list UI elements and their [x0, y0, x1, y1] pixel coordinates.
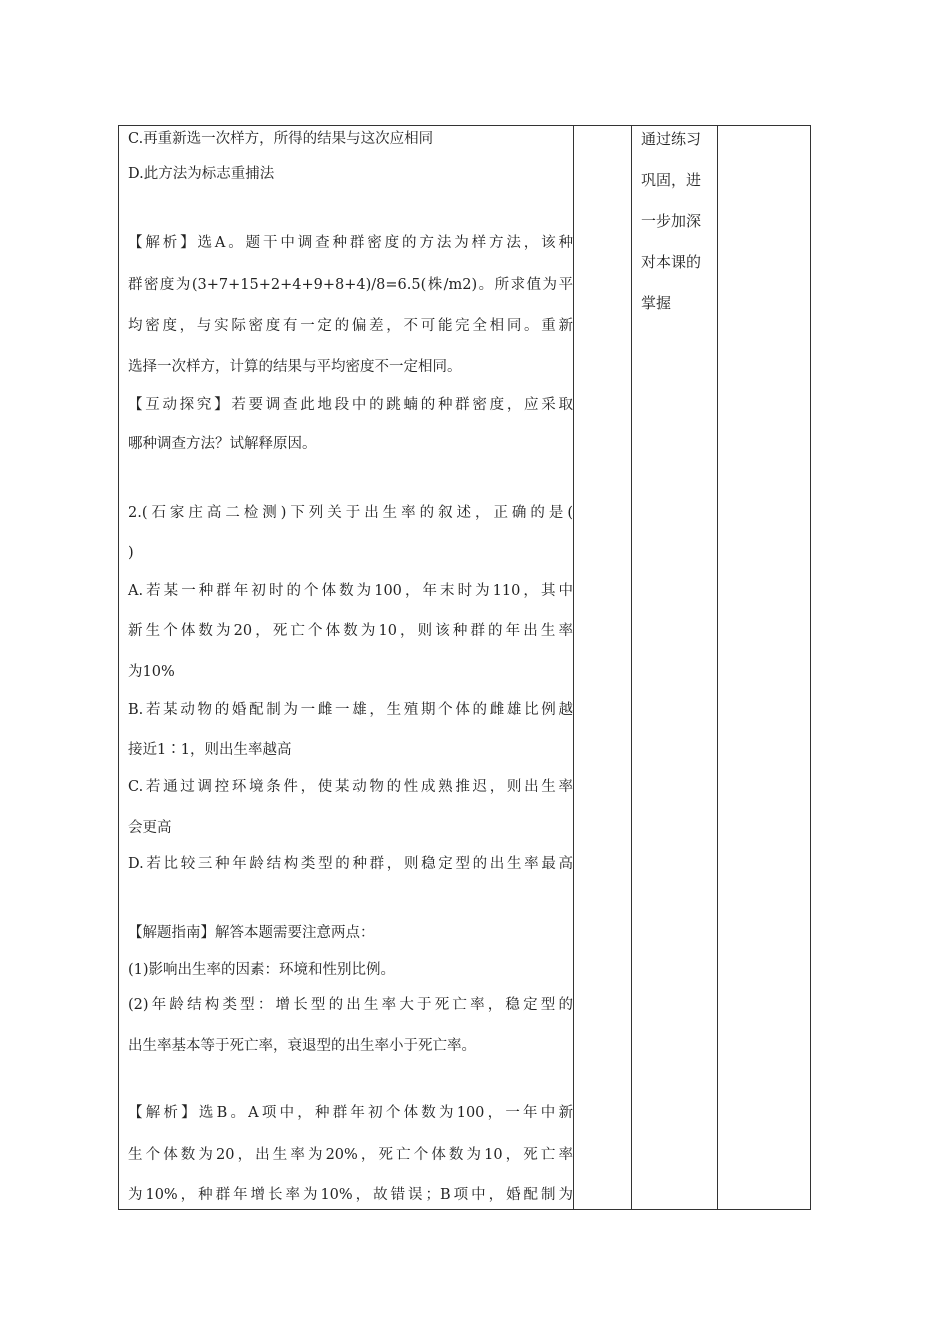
text-line: A.若某一种群年初时的个体数为100，年末时为110，其中 — [128, 583, 573, 599]
text-line: (1)影响出生率的因素：环境和性别比例。 — [128, 962, 396, 978]
lesson-table — [118, 125, 811, 1210]
text-line: 【解题指南】解答本题需要注意两点： — [128, 925, 375, 941]
intent-line: 掌握 — [641, 294, 672, 312]
text-line: 群密度为(3+7+15+2+4+9+8+4)/8=6.5(株/m2)。所求值为平 — [128, 277, 573, 293]
text-line: 新生个体数为20，死亡个体数为10，则该种群的年出生率 — [128, 623, 573, 639]
text-line: 为10% — [128, 664, 175, 680]
text-line: 出生率基本等于死亡率，衰退型的出生率小于死亡率。 — [128, 1038, 476, 1054]
text-line: (2)年龄结构类型：增长型的出生率大于死亡率，稳定型的 — [128, 997, 573, 1013]
text-line: 为10%，种群年增长率为10%，故错误；B项中，婚配制为 — [128, 1187, 573, 1203]
text-line: C.若通过调控环境条件，使某动物的性成熟推迟，则出生率 — [128, 779, 573, 795]
text-line: 接近1∶1，则出生率越高 — [128, 742, 292, 758]
text-line: 哪种调查方法？试解释原因。 — [128, 436, 317, 452]
text-line: D.若比较三种年龄结构类型的种群，则稳定型的出生率最高 — [128, 856, 573, 872]
text-line: 均密度，与实际密度有一定的偏差，不可能完全相同。重新 — [128, 318, 573, 334]
intent-line: 对本课的 — [641, 253, 702, 271]
text-line: 会更高 — [128, 820, 172, 836]
text-line: 2.(石家庄高二检测)下列关于出生率的叙述，正确的是( — [128, 505, 573, 521]
text-line: 生个体数为20，出生率为20%，死亡个体数为10，死亡率 — [128, 1147, 573, 1163]
text-line: 【解析】选A。题干中调查种群密度的方法为样方法，该种 — [128, 235, 573, 251]
intent-line: 通过练习 — [641, 130, 702, 148]
text-line: 【解析】选B。A项中，种群年初个体数为100，一年中新 — [128, 1105, 573, 1121]
column-divider — [573, 126, 574, 1209]
column-divider — [717, 126, 718, 1209]
column-divider — [631, 126, 632, 1209]
text-line: D.此方法为标志重捕法 — [128, 166, 275, 182]
text-line: 【互动探究】若要调查此地段中的跳蝻的种群密度，应采取 — [128, 397, 573, 413]
text-line: 选择一次样方，计算的结果与平均密度不一定相同。 — [128, 359, 462, 375]
text-line: ) — [128, 545, 134, 561]
text-line: C.再重新选一次样方，所得的结果与这次应相同 — [128, 131, 434, 147]
text-line: B.若某动物的婚配制为一雌一雄，生殖期个体的雌雄比例越 — [128, 702, 573, 718]
intent-line: 巩固，进 — [641, 171, 702, 189]
intent-line: 一步加深 — [641, 212, 702, 230]
